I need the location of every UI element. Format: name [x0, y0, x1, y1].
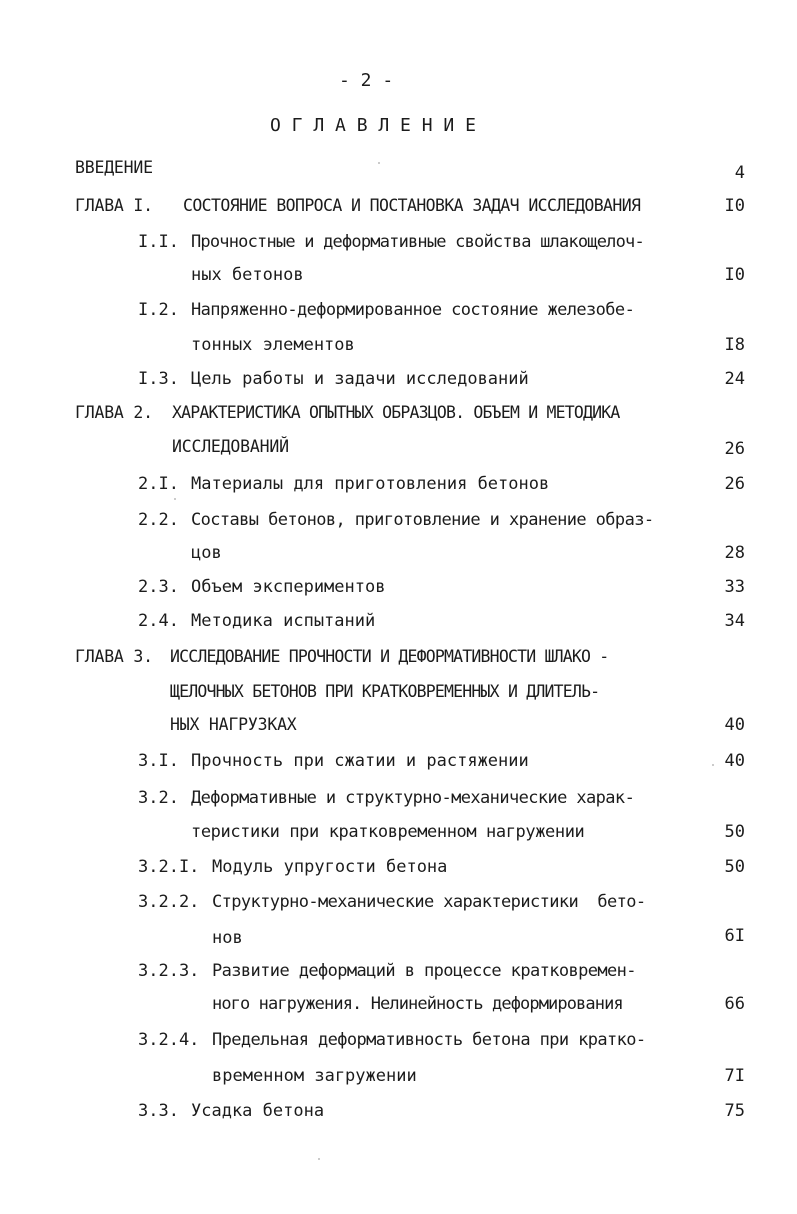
toc-s3-2-line1: Деформативные и структурно-механические харак-: [191, 788, 635, 808]
toc-ch2-page: 26: [724, 439, 745, 459]
toc-s3-3-number: 3.3.: [138, 1101, 179, 1121]
toc-ch3-line2: ЩЕЛОЧНЫХ БЕТОНОВ ПРИ КРАТКОВРЕМЕННЫХ И ДЛИТЕЛЬ-: [170, 682, 600, 701]
toc-s1-3-page: 24: [724, 369, 745, 389]
toc-s2-2-number: 2.2.: [138, 510, 179, 530]
toc-ch3-line3: НЫХ НАГРУЗКАХ: [170, 715, 297, 734]
toc-s1-3-title: Цель работы и задачи исследований: [191, 369, 529, 389]
toc-ch3-label: ГЛАВА 3.: [75, 647, 153, 666]
scan-speck: [378, 162, 380, 164]
toc-s1-2-line2: тонных элементов: [191, 335, 355, 355]
toc-s3-2-3-line2: ного нагружения. Нелинейность деформирования: [212, 994, 623, 1014]
toc-ch2-label: ГЛАВА 2.: [75, 403, 153, 422]
toc-s3-2-2-page: 6I: [724, 926, 745, 946]
toc-s3-2-1-title: Модуль упругости бетона: [212, 857, 448, 877]
toc-s2-1-page: 26: [724, 474, 745, 494]
toc-s3-2-2-number: 3.2.2.: [138, 892, 200, 912]
toc-s2-2-page: 28: [724, 543, 745, 563]
toc-s1-2-number: I.2.: [138, 300, 179, 320]
toc-intro-page: 4: [734, 163, 745, 183]
toc-s2-1-title: Материалы для приготовления бетонов: [191, 474, 550, 494]
toc-s1-1-line2: ных бетонов: [191, 265, 304, 285]
toc-s3-2-1-page: 50: [724, 857, 745, 877]
toc-s3-2-1-number: 3.2.I.: [138, 857, 200, 877]
toc-ch3-page: 40: [724, 715, 745, 735]
toc-s2-4-number: 2.4.: [138, 611, 179, 631]
toc-s1-2-page: I8: [724, 335, 745, 355]
toc-s3-2-4-number: 3.2.4.: [138, 1030, 200, 1050]
toc-s1-1-page: I0: [724, 265, 745, 285]
toc-s3-2-4-line1: Предельная деформативность бетона при кратко-: [212, 1030, 646, 1050]
toc-s3-2-2-line2: нов: [212, 928, 243, 948]
toc-ch1-label: ГЛАВА I.: [75, 196, 153, 215]
toc-ch3-line1: ИССЛЕДОВАНИЕ ПРОЧНОСТИ И ДЕФОРМАТИВНОСТИ ШЛАКО -: [170, 647, 609, 666]
toc-s3-3-title: Усадка бетона: [191, 1101, 325, 1121]
scan-speck: [318, 1158, 320, 1160]
toc-s1-2-line1: Напряженно-деформированное состояние железобе-: [191, 300, 635, 320]
toc-s2-3-number: 2.3.: [138, 577, 179, 597]
toc-s3-2-3-number: 3.2.3.: [138, 961, 200, 981]
toc-s1-1-line1: Прочностные и деформативные свойства шлакощелоч-: [191, 232, 644, 252]
toc-s3-2-4-page: 7I: [724, 1066, 745, 1086]
toc-s3-1-number: 3.I.: [138, 751, 179, 771]
page-title: О Г Л А В Л Е Н И Е: [270, 115, 476, 136]
toc-s1-1-number: I.I.: [138, 232, 179, 252]
toc-s3-2-4-line2: временном загружении: [212, 1066, 417, 1086]
toc-s3-2-3-page: 66: [724, 994, 745, 1014]
toc-s3-2-page: 50: [724, 822, 745, 842]
toc-s3-1-page: 40: [724, 751, 745, 771]
toc-s1-3-number: I.3.: [138, 369, 179, 389]
toc-ch2-line2: ИССЛЕДОВАНИЙ: [172, 437, 289, 456]
toc-s2-4-page: 34: [724, 611, 745, 631]
toc-s3-2-line2: теристики при кратковременном нагружении: [191, 822, 585, 842]
toc-s2-3-page: 33: [724, 577, 745, 597]
toc-s2-4-title: Методика испытаний: [191, 611, 376, 631]
scan-speck: [712, 764, 714, 766]
toc-s2-2-line2: цов: [191, 543, 222, 563]
toc-s3-1-title: Прочность при сжатии и растяжении: [191, 751, 529, 771]
toc-ch1-page: I0: [724, 196, 745, 216]
page-number: - 2 -: [339, 70, 394, 91]
toc-s3-3-page: 75: [724, 1101, 745, 1121]
toc-s2-3-title: Объем экспериментов: [191, 577, 386, 597]
toc-s3-2-2-line1: Структурно-механические характеристики бето-: [212, 892, 646, 912]
toc-s2-2-line1: Составы бетонов, приготовление и хранение образ-: [191, 510, 654, 530]
toc-s3-2-number: 3.2.: [138, 788, 179, 808]
toc-ch2-line1: ХАРАКТЕРИСТИКА ОПЫТНЫХ ОБРАЗЦОВ. ОБЪЕМ И МЕТОДИКА: [172, 403, 620, 422]
scan-speck: [174, 498, 176, 500]
toc-ch1-title: СОСТОЯНИЕ ВОПРОСА И ПОСТАНОВКА ЗАДАЧ ИССЛЕДОВАНИЯ: [183, 196, 641, 215]
toc-intro-title: ВВЕДЕНИЕ: [75, 158, 153, 177]
toc-s2-1-number: 2.I.: [138, 474, 179, 494]
toc-s3-2-3-line1: Развитие деформаций в процессе кратковремен-: [212, 961, 636, 981]
